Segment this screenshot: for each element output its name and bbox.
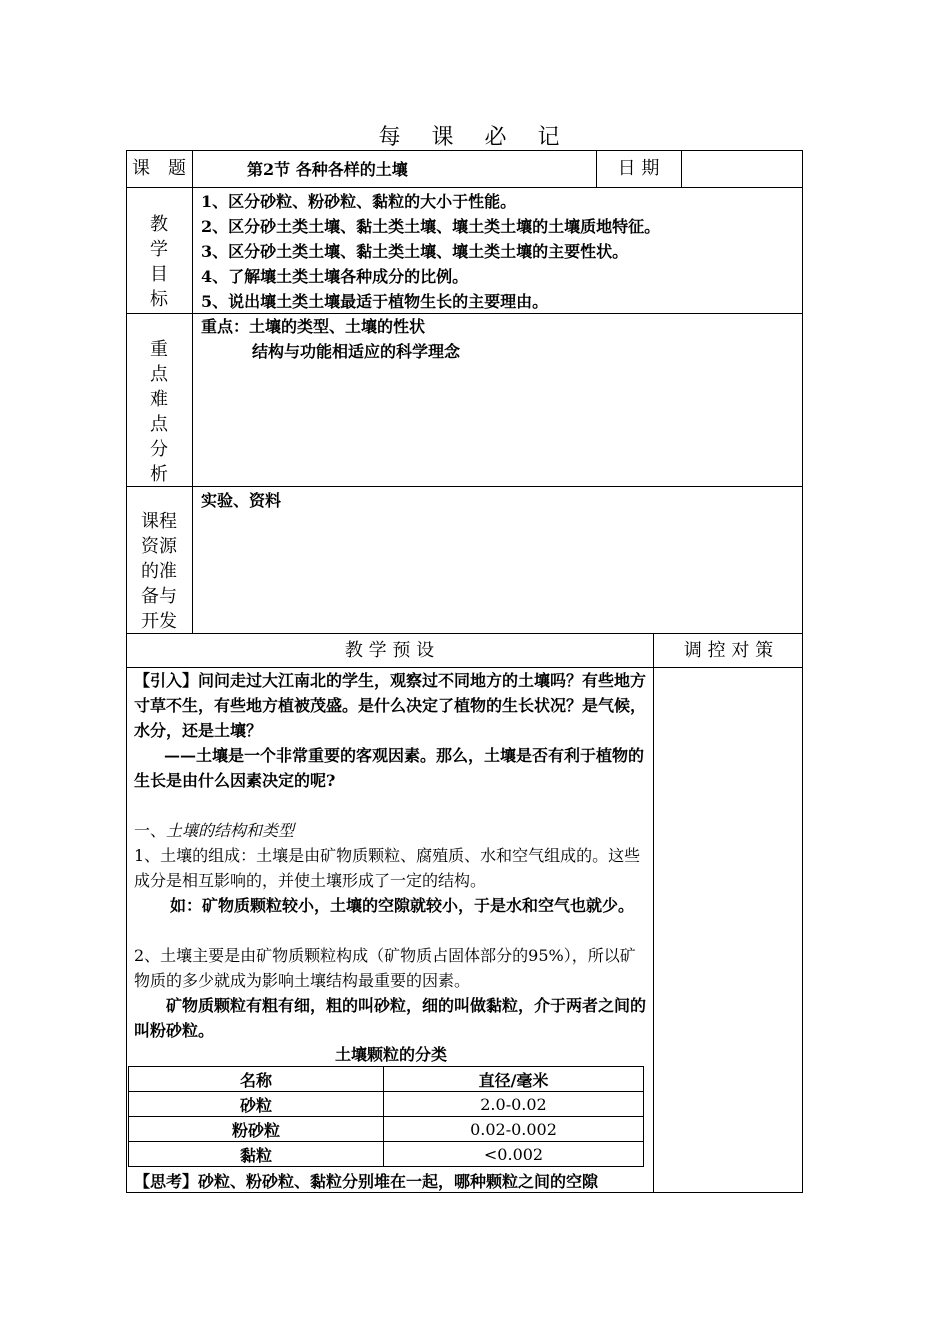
objective-item: 3、区分砂土类土壤、黏土类土壤、壤土类土壤的主要性状。 <box>201 242 629 261</box>
intro-paragraph: 【引入】问问走过大江南北的学生，观察过不同地方的土壤吗？有些地方寸草不生，有些地方植被茂盛。是什么决定了植物的生长状况？是气候，水分，还是土壤？ <box>134 671 647 740</box>
column-divider <box>681 150 682 187</box>
particle-table <box>128 1066 644 1167</box>
date-label: 日 期 <box>617 158 660 179</box>
topic-label: 课 题 <box>132 158 186 179</box>
control-strategy-header: 调 控 对 策 <box>683 640 774 661</box>
table-cell: 0.02-0.002 <box>384 1117 644 1142</box>
table-header-cell: 名称 <box>129 1067 384 1092</box>
paragraph-composition: 1、土壤的组成：土壤是由矿物质颗粒、腐殖质、水和空气组成的。这些成分是相互影响的，并使土壤形成了一定的结构。 <box>134 846 641 890</box>
page-title: 每 课 必 记 <box>378 125 572 150</box>
column-divider <box>192 150 193 633</box>
think-question: 【思考】砂粒、粉砂粒、黏粒分别堆在一起，哪种颗粒之间的空隙 <box>134 1172 599 1191</box>
table-header-cell: 直径/毫米 <box>384 1067 644 1092</box>
table-cell: 黏粒 <box>129 1142 384 1167</box>
objective-item: 1、区分砂粒、粉砂粒、黏粒的大小于性能。 <box>201 192 517 211</box>
paragraph-example: 如：矿物质颗粒较小，土壤的空隙就较小，于是水和空气也就少。 <box>170 896 635 915</box>
paragraph-particles: 矿物质颗粒有粗有细，粗的叫砂粒，细的叫做黏粒，介于两者之间的叫粉砂粒。 <box>134 996 647 1040</box>
key-points-label: 重 点 难 点 分 析 <box>150 339 168 485</box>
table-cell: 粉砂粒 <box>129 1117 384 1142</box>
resources-value: 实验、资料 <box>201 491 282 510</box>
table-row <box>129 1117 644 1142</box>
topic-value: 第2节 各种各样的土壤 <box>247 160 408 179</box>
row-divider <box>126 486 803 487</box>
row-divider <box>126 187 803 188</box>
teaching-design-header: 教 学 预 设 <box>344 640 435 661</box>
key-points-line1: 重点：土壤的类型、土壤的性状 <box>201 317 426 336</box>
key-points-line2: 结构与功能相适应的科学理念 <box>252 342 461 361</box>
resources-label: 课程 资源 的准 备与 开发 <box>141 511 177 632</box>
table-cell: <0.002 <box>384 1142 644 1167</box>
objectives-label: 教 学 目 标 <box>150 214 168 310</box>
table-caption: 土壤颗粒的分类 <box>334 1045 447 1064</box>
paragraph-minerals: 2、土壤主要是由矿物质颗粒构成（矿物质占固体部分的95%），所以矿物质的多少就成为影响土壤结构最重要的因素。 <box>134 946 636 990</box>
table-row <box>129 1092 644 1117</box>
row-divider <box>126 633 803 634</box>
objectives-list <box>201 189 660 314</box>
table-row <box>129 1142 644 1167</box>
table-header-row <box>129 1067 644 1092</box>
objective-item: 5、说出壤土类土壤最适于植物生长的主要理由。 <box>201 292 549 311</box>
column-divider <box>653 633 654 1193</box>
table-cell: 砂粒 <box>129 1092 384 1117</box>
objective-item: 2、区分砂土类土壤、黏土类土壤、壤土类土壤的土壤质地特征。 <box>201 217 661 236</box>
table-cell: 2.0-0.02 <box>384 1092 644 1117</box>
section-heading: 一、土壤的结构和类型 <box>134 821 295 840</box>
intro-followup: ——土壤是一个非常重要的客观因素。那么，土壤是否有利于植物的生长是由什么因素决定的呢? <box>134 746 645 790</box>
objective-item: 4、了解壤土类土壤各种成分的比例。 <box>201 267 469 286</box>
